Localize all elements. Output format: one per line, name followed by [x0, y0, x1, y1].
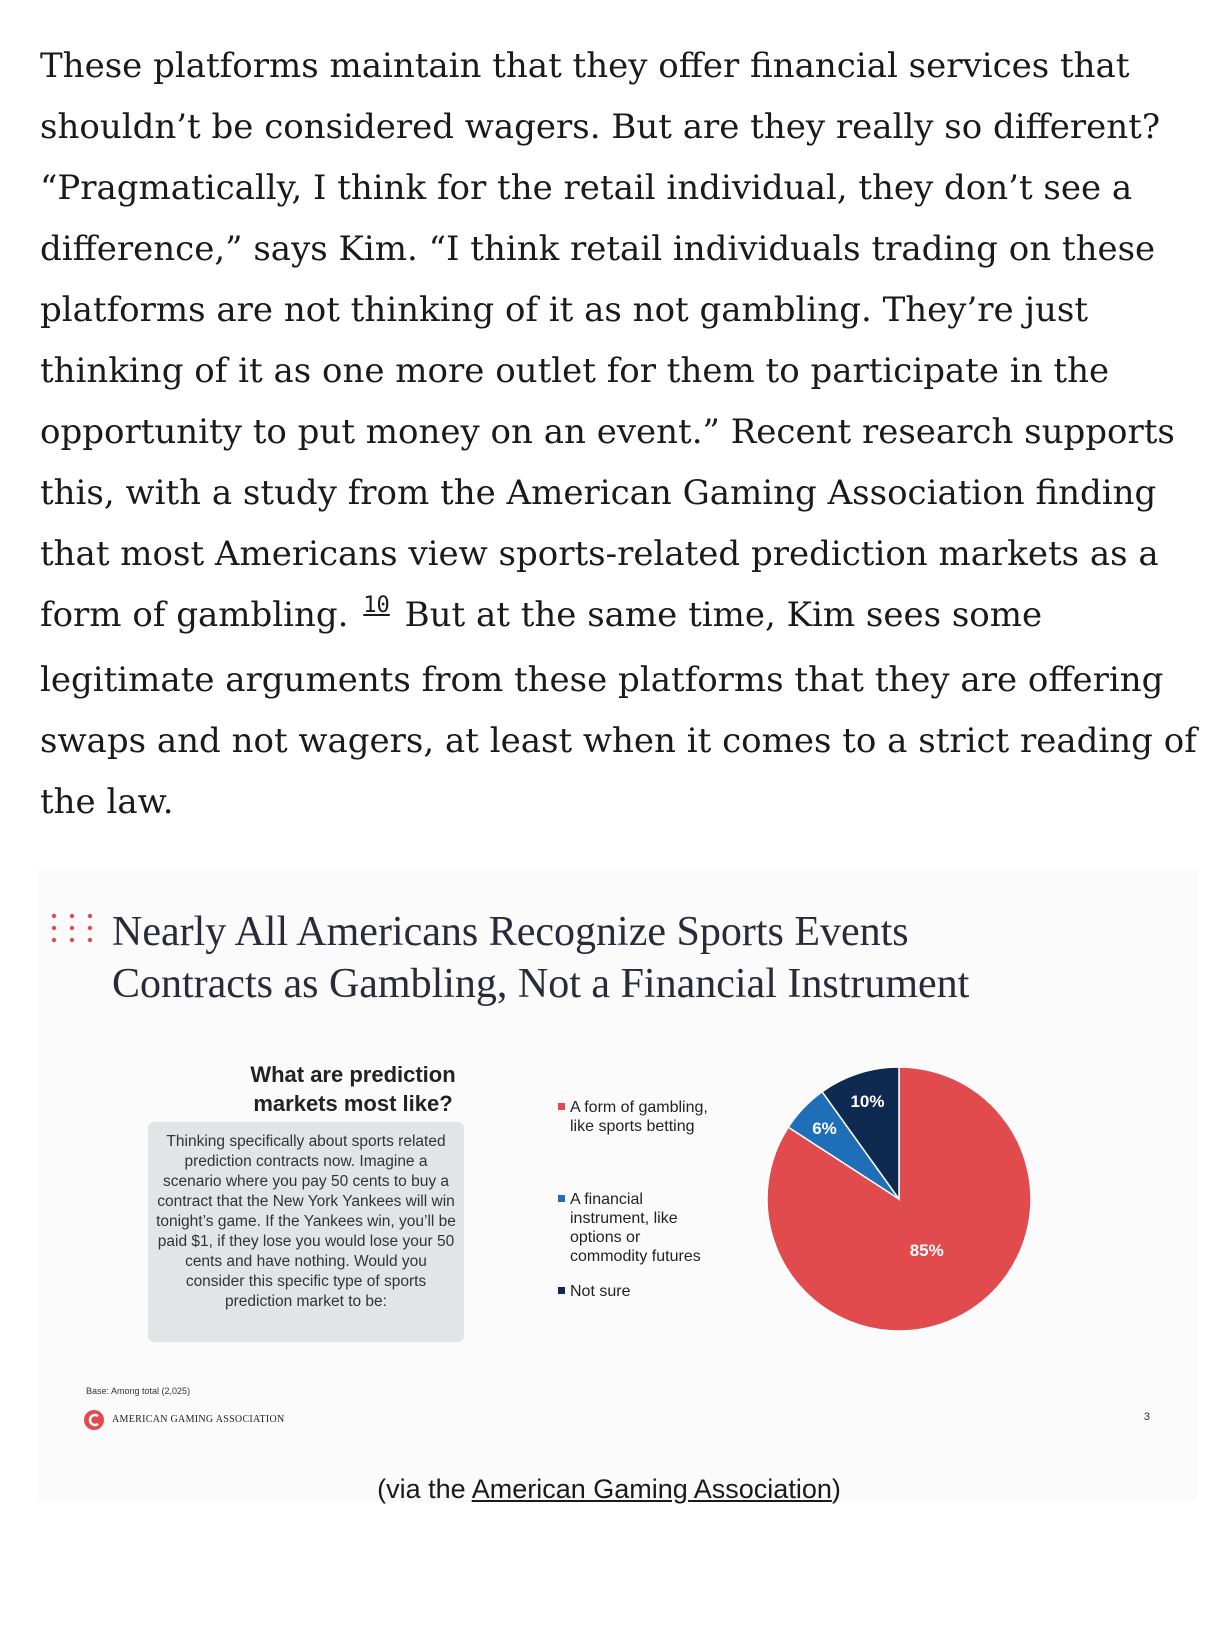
pie-label-not-sure: 10% — [850, 1091, 885, 1111]
legend-swatch-gambling — [558, 1103, 565, 1110]
legend-label-financial: A financial instrument, like options or commodity futures — [570, 1191, 701, 1265]
pie-chart — [764, 1064, 1054, 1354]
embedded-slide-image — [38, 870, 1198, 1502]
slide-title — [112, 906, 1112, 1010]
slide-title-line-1: Nearly All Americans Recognize Sports Events — [112, 909, 909, 955]
pie-label-financial: 6% — [812, 1118, 837, 1138]
legend-label-gambling: A form of gambling, like sports betting — [570, 1099, 708, 1135]
base-note: Base: Among total (2,025) — [86, 1386, 191, 1396]
question-title-line-1: What are prediction — [250, 1062, 456, 1087]
question-title-line-2: markets most like? — [253, 1091, 453, 1116]
pie-chart-container — [764, 1064, 1054, 1354]
survey-question-box — [148, 1122, 464, 1342]
survey-question-text: Thinking specifically about sports related prediction contracts now. Imagine a scenario where you pay 50 cents to buy a contract that the New York Yankees will win tonight’s game. If the Yankees win, you’ll be paid $1, if they lose you would lose your 50 cents and have nothing. Would you consider this specific type of sports prediction market to be: — [156, 1133, 456, 1310]
article-body — [40, 36, 1200, 833]
slide-page-number: 3 — [1143, 1411, 1150, 1423]
caption-source-link[interactable]: American Gaming Association — [471, 1474, 832, 1504]
decorative-dots-icon — [50, 910, 96, 946]
article-paragraph — [40, 36, 1200, 833]
image-caption — [0, 1474, 1218, 1505]
legend-label-not-sure: Not sure — [570, 1283, 631, 1300]
aga-logo-text: AMERICAN GAMING ASSOCIATION — [112, 1414, 285, 1425]
footnote-link[interactable]: 10 — [363, 593, 390, 618]
legend-item-financial — [558, 1190, 718, 1266]
question-title — [188, 1060, 518, 1118]
legend-item-gambling — [558, 1098, 718, 1136]
paragraph-text-after-footnote: But at the same time, Kim sees some legitimate arguments from these platforms that they are offering swaps and not wagers, at least when it comes to a strict reading of the law. — [40, 595, 1197, 822]
pie-label-gambling: 85% — [909, 1241, 944, 1261]
legend-item-not-sure — [558, 1282, 718, 1301]
legend-swatch-not-sure — [558, 1287, 565, 1294]
caption-suffix: ) — [831, 1474, 841, 1504]
caption-prefix: (via the — [377, 1474, 472, 1504]
paragraph-text-before-footnote: These platforms maintain that they offer financial services that shouldn’t be considered wagers. But are they really so different? “Pragmatically, I think for the retail individual, they don’t see a difference,” says Kim. “I think retail individuals trading on these platforms are not thinking of it as not gambling. They’re just thinking of it as one more outlet for them to participate in the opportunity to put money on an event.” Recent research supports this, with a study from the American Gaming Association finding that most Americans view sports-related prediction markets as a form of gambling. — [40, 46, 1175, 635]
legend-swatch-financial — [558, 1195, 565, 1202]
slide-title-line-2: Contracts as Gambling, Not a Financial Instrument — [112, 961, 970, 1007]
aga-logo — [82, 1408, 285, 1432]
aga-logo-icon — [82, 1408, 106, 1432]
